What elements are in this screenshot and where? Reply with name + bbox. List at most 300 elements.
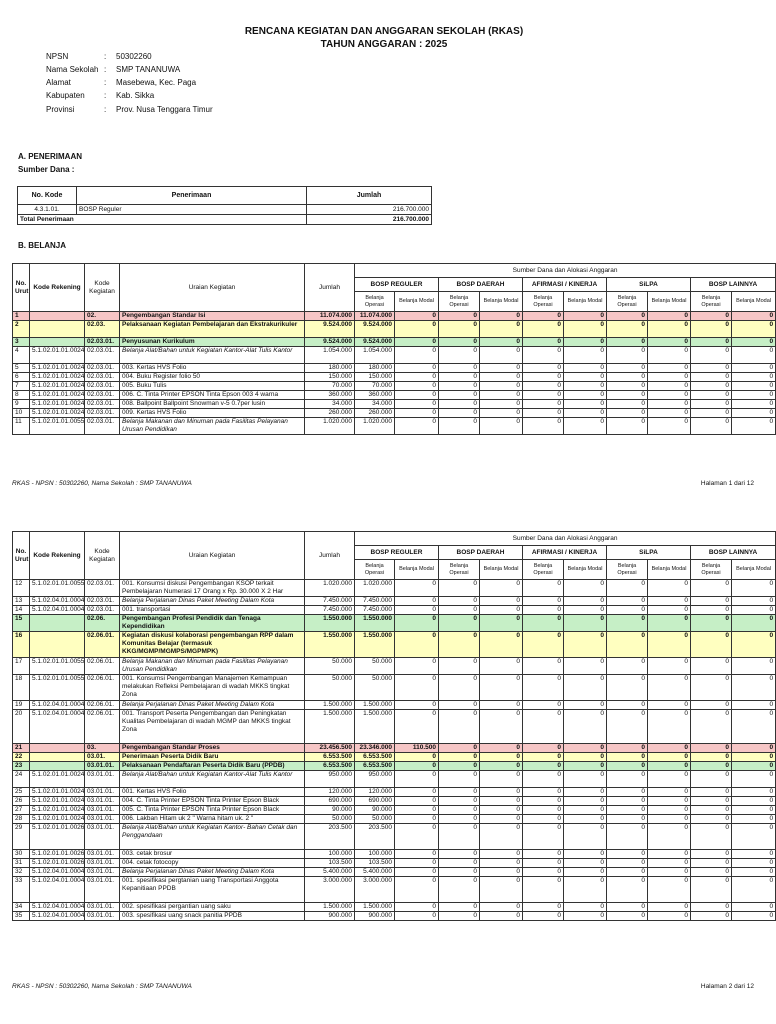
cell-zero: 0 [607, 632, 648, 658]
cell-zero: 0 [480, 771, 523, 788]
cell-kode-kegiatan: 02.03.01. [85, 409, 120, 418]
cell-zero: 0 [648, 658, 691, 675]
cell-zero: 0 [523, 597, 564, 606]
cell-jumlah: 6.553.500 [305, 762, 355, 771]
cell-kode-rekening: 5.1.02.01.01.0024 [30, 400, 85, 409]
cell-bosp-reguler-operasi: 120.000 [355, 788, 395, 797]
table-row [13, 382, 776, 391]
cell-zero: 0 [732, 859, 776, 868]
cell-zero: 0 [564, 364, 607, 373]
cell-zero: 0 [480, 710, 523, 744]
cell-zero: 0 [564, 877, 607, 903]
cell-bosp-reguler-operasi: 50.000 [355, 815, 395, 824]
cell-zero: 0 [523, 658, 564, 675]
table-row [13, 771, 776, 788]
cell-zero: 0 [691, 373, 732, 382]
cell-jumlah: 50.000 [305, 658, 355, 675]
cell-bosp-reguler-operasi: 203.500 [355, 824, 395, 850]
cell-bosp-reguler-modal: 0 [395, 771, 439, 788]
cell-bosp-reguler-operasi: 1.550.000 [355, 632, 395, 658]
cell-zero: 0 [648, 347, 691, 364]
penerimaan-col-name: Penerimaan [77, 187, 307, 205]
cell-zero: 0 [523, 815, 564, 824]
cell-zero: 0 [439, 797, 480, 806]
cell-kode-rekening: 5.1.02.01.01.0024 [30, 815, 85, 824]
cell-zero: 0 [564, 762, 607, 771]
table-row [13, 824, 776, 850]
cell-zero: 0 [691, 632, 732, 658]
col-kode-kegiatan: Kode Kegiatan [85, 532, 120, 580]
cell-zero: 0 [439, 710, 480, 744]
cell-zero: 0 [607, 877, 648, 903]
col-sumber-dana: Sumber Dana dan Alokasi Anggaran [355, 532, 776, 546]
cell-bosp-reguler-modal: 0 [395, 409, 439, 418]
cell-zero: 0 [439, 868, 480, 877]
cell-zero: 0 [439, 815, 480, 824]
cell-bosp-reguler-operasi: 103.500 [355, 859, 395, 868]
cell-zero: 0 [523, 373, 564, 382]
group-bosp-lainnya: BOSP LAINNYA [691, 278, 776, 292]
cell-kode-rekening: 5.1.02.04.01.0004 [30, 701, 85, 710]
cell-zero: 0 [607, 580, 648, 597]
col-no-urut: No. Urut [13, 264, 30, 312]
cell-zero: 0 [564, 658, 607, 675]
cell-zero: 0 [691, 615, 732, 632]
cell-zero: 0 [607, 824, 648, 850]
cell-bosp-reguler-modal: 0 [395, 615, 439, 632]
cell-zero: 0 [480, 418, 523, 435]
cell-kode-kegiatan: 02.03.01. [85, 418, 120, 435]
subcol-belanja-operasi: Belanja Operasi [523, 292, 564, 312]
cell-no: 12 [13, 580, 30, 597]
cell-zero: 0 [480, 632, 523, 658]
cell-uraian: Penerimaan Peserta Didik Baru [120, 753, 305, 762]
cell-zero: 0 [691, 903, 732, 912]
cell-no: 19 [13, 701, 30, 710]
cell-zero: 0 [480, 400, 523, 409]
footer-left-page-2: RKAS - NPSN : 50302260, Nama Sekolah : SMP TANANUWA [12, 983, 192, 990]
cell-kode-kegiatan: 03.01.01. [85, 771, 120, 788]
cell-zero: 0 [648, 632, 691, 658]
cell-zero: 0 [439, 580, 480, 597]
cell-zero: 0 [607, 903, 648, 912]
cell-zero: 0 [648, 912, 691, 921]
cell-zero: 0 [732, 606, 776, 615]
subcol-belanja-modal: Belanja Modal [564, 292, 607, 312]
cell-bosp-reguler-operasi: 260.000 [355, 409, 395, 418]
cell-zero: 0 [523, 771, 564, 788]
cell-no: 34 [13, 903, 30, 912]
cell-zero: 0 [480, 373, 523, 382]
cell-bosp-reguler-operasi: 34.000 [355, 400, 395, 409]
cell-no: 18 [13, 675, 30, 701]
cell-jumlah: 260.000 [305, 409, 355, 418]
cell-jumlah: 1.020.000 [305, 418, 355, 435]
cell-zero: 0 [564, 701, 607, 710]
cell-bosp-reguler-modal: 0 [395, 312, 439, 321]
cell-kode-kegiatan: 03.01.01. [85, 806, 120, 815]
table-row [13, 806, 776, 815]
cell-no: 24 [13, 771, 30, 788]
cell-bosp-reguler-modal: 0 [395, 710, 439, 744]
subcol-belanja-modal: Belanja Modal [648, 560, 691, 580]
cell-zero: 0 [607, 788, 648, 797]
cell-no: 2 [13, 321, 30, 338]
cell-uraian: 005. C. Tinta Printer EPSON Tinta Printer Epson Black [120, 806, 305, 815]
cell-zero: 0 [480, 912, 523, 921]
belanja-table-page-2 [12, 531, 776, 921]
cell-zero: 0 [732, 762, 776, 771]
cell-uraian: 001. spesifikasi pergtanian uang Transportasi Anggota Kepanitiaan PPDB [120, 877, 305, 903]
cell-zero: 0 [607, 615, 648, 632]
cell-zero: 0 [648, 400, 691, 409]
cell-zero: 0 [648, 418, 691, 435]
cell-zero: 0 [439, 632, 480, 658]
cell-uraian: Pengembangan Profesi Pendidik dan Tenaga Kependidikan [120, 615, 305, 632]
cell-zero: 0 [691, 912, 732, 921]
cell-kode-kegiatan: 03.01.01. [85, 815, 120, 824]
cell-zero: 0 [732, 632, 776, 658]
cell-uraian: Belanja Perjalanan Dinas Paket Meeting Dalam Kota [120, 701, 305, 710]
cell-jumlah: 150.000 [305, 373, 355, 382]
cell-zero: 0 [732, 382, 776, 391]
cell-zero: 0 [480, 859, 523, 868]
cell-zero: 0 [732, 877, 776, 903]
cell-bosp-reguler-modal: 0 [395, 580, 439, 597]
cell-zero: 0 [439, 418, 480, 435]
cell-zero: 0 [480, 753, 523, 762]
cell-kode-rekening [30, 338, 85, 347]
cell-zero: 0 [439, 364, 480, 373]
belanja-table-page-1 [12, 263, 776, 435]
cell-zero: 0 [564, 912, 607, 921]
cell-no: 30 [13, 850, 30, 859]
cell-kode-rekening: 5.1.02.01.01.0055 [30, 658, 85, 675]
cell-zero: 0 [439, 347, 480, 364]
cell-zero: 0 [480, 762, 523, 771]
cell-bosp-reguler-modal: 0 [395, 418, 439, 435]
cell-bosp-reguler-operasi: 70.000 [355, 382, 395, 391]
cell-kode-kegiatan: 02.06.01. [85, 710, 120, 744]
cell-zero: 0 [480, 338, 523, 347]
cell-kode-kegiatan: 02.03.01. [85, 364, 120, 373]
cell-zero: 0 [564, 824, 607, 850]
cell-zero: 0 [480, 409, 523, 418]
cell-zero: 0 [523, 868, 564, 877]
total-penerimaan-label: Total Penerimaan [18, 215, 307, 225]
cell-zero: 0 [439, 859, 480, 868]
cell-kode-rekening: 5.1.02.01.01.0024 [30, 382, 85, 391]
cell-zero: 0 [439, 382, 480, 391]
cell-no: 10 [13, 409, 30, 418]
cell-bosp-reguler-modal: 0 [395, 391, 439, 400]
cell-jumlah: 9.524.000 [305, 321, 355, 338]
cell-jumlah: 1.550.000 [305, 615, 355, 632]
footer-left-page-1: RKAS - NPSN : 50302260, Nama Sekolah : SMP TANANUWA [12, 480, 192, 487]
cell-bosp-reguler-operasi: 1.550.000 [355, 615, 395, 632]
cell-jumlah: 9.524.000 [305, 338, 355, 347]
cell-zero: 0 [607, 701, 648, 710]
subcol-belanja-modal: Belanja Modal [480, 292, 523, 312]
cell-no: 11 [13, 418, 30, 435]
cell-zero: 0 [564, 338, 607, 347]
group-bosp-lainnya: BOSP LAINNYA [691, 546, 776, 560]
cell-zero: 0 [607, 409, 648, 418]
cell-zero: 0 [691, 658, 732, 675]
cell-zero: 0 [732, 321, 776, 338]
cell-zero: 0 [523, 675, 564, 701]
info-kabupaten: Kabupaten : Kab. Sikka [46, 91, 155, 100]
cell-zero: 0 [480, 580, 523, 597]
cell-zero: 0 [648, 859, 691, 868]
cell-zero: 0 [523, 321, 564, 338]
cell-zero: 0 [607, 658, 648, 675]
cell-kode-rekening: 5.1.02.01.01.0055 [30, 580, 85, 597]
cell-no: 35 [13, 912, 30, 921]
cell-zero: 0 [691, 321, 732, 338]
cell-uraian: 001. Transport Peserta Pengembangan dan Peningkatan Kualitas Pembelajaran di wadah MGMP dan MKKS tingkat Zona [120, 710, 305, 744]
cell-zero: 0 [607, 753, 648, 762]
cell-zero: 0 [732, 675, 776, 701]
cell-zero: 0 [607, 373, 648, 382]
col-uraian: Uraian Kegiatan [120, 264, 305, 312]
col-jumlah: Jumlah [305, 532, 355, 580]
cell-jumlah: 1.500.000 [305, 903, 355, 912]
cell-zero: 0 [523, 806, 564, 815]
cell-zero: 0 [607, 364, 648, 373]
group-afirmasi: AFIRMASI / KINERJA [523, 278, 607, 292]
cell-zero: 0 [480, 806, 523, 815]
cell-zero: 0 [564, 606, 607, 615]
cell-bosp-reguler-modal: 0 [395, 321, 439, 338]
cell-zero: 0 [523, 347, 564, 364]
cell-kode-rekening [30, 762, 85, 771]
cell-zero: 0 [439, 606, 480, 615]
cell-uraian: Penyusunan Kurikulum [120, 338, 305, 347]
cell-zero: 0 [691, 675, 732, 701]
cell-zero: 0 [607, 806, 648, 815]
cell-kode-kegiatan: 03.01.01. [85, 877, 120, 903]
cell-kode-kegiatan: 03.01.01. [85, 788, 120, 797]
info-nama-sekolah: Nama Sekolah : SMP TANANUWA [46, 65, 181, 74]
cell-no: 1 [13, 312, 30, 321]
subcol-belanja-operasi: Belanja Operasi [607, 292, 648, 312]
table-row [13, 338, 776, 347]
cell-zero: 0 [439, 903, 480, 912]
group-bosp-daerah: BOSP DAERAH [439, 278, 523, 292]
table-row [13, 312, 776, 321]
cell-no: 23 [13, 762, 30, 771]
cell-bosp-reguler-operasi: 360.000 [355, 391, 395, 400]
cell-zero: 0 [439, 806, 480, 815]
cell-jumlah: 103.500 [305, 859, 355, 868]
cell-uraian: 003. Kertas HVS Folio [120, 364, 305, 373]
cell-zero: 0 [523, 391, 564, 400]
cell-zero: 0 [691, 710, 732, 744]
cell-zero: 0 [691, 597, 732, 606]
cell-zero: 0 [732, 868, 776, 877]
cell-kode-rekening: 5.1.02.01.01.0024 [30, 391, 85, 400]
cell-zero: 0 [564, 615, 607, 632]
cell-zero: 0 [480, 701, 523, 710]
cell-jumlah: 1.550.000 [305, 632, 355, 658]
cell-zero: 0 [648, 580, 691, 597]
cell-bosp-reguler-modal: 0 [395, 606, 439, 615]
cell-kode-kegiatan: 02.03. [85, 321, 120, 338]
cell-zero: 0 [564, 347, 607, 364]
cell-kode-rekening: 5.1.02.01.01.0024 [30, 788, 85, 797]
cell-zero: 0 [439, 762, 480, 771]
cell-no: 6 [13, 373, 30, 382]
cell-no: 27 [13, 806, 30, 815]
table-row [13, 868, 776, 877]
cell-zero: 0 [648, 597, 691, 606]
cell-zero: 0 [732, 338, 776, 347]
cell-zero: 0 [564, 788, 607, 797]
cell-zero: 0 [648, 701, 691, 710]
cell-zero: 0 [480, 658, 523, 675]
table-row [13, 701, 776, 710]
cell-zero: 0 [480, 364, 523, 373]
cell-uraian: 003. cetak brosur [120, 850, 305, 859]
cell-zero: 0 [607, 771, 648, 788]
cell-zero: 0 [564, 744, 607, 753]
cell-zero: 0 [480, 675, 523, 701]
cell-zero: 0 [607, 347, 648, 364]
cell-zero: 0 [480, 312, 523, 321]
cell-kode-rekening: 5.1.02.01.01.0024 [30, 771, 85, 788]
cell-jumlah: 203.500 [305, 824, 355, 850]
cell-jumlah: 23.456.500 [305, 744, 355, 753]
cell-zero: 0 [648, 615, 691, 632]
cell-zero: 0 [607, 312, 648, 321]
cell-zero: 0 [691, 606, 732, 615]
cell-kode-rekening: 5.1.02.01.01.0024 [30, 347, 85, 364]
cell-uraian: Pengembangan Standar Isi [120, 312, 305, 321]
group-bosp-reguler: BOSP REGULER [355, 278, 439, 292]
cell-no: 22 [13, 753, 30, 762]
penerimaan-col-kode: No. Kode [18, 187, 77, 205]
cell-zero: 0 [439, 744, 480, 753]
cell-bosp-reguler-modal: 0 [395, 373, 439, 382]
table-row [13, 597, 776, 606]
cell-jumlah: 900.000 [305, 912, 355, 921]
report-title: RENCANA KEGIATAN DAN ANGGARAN SEKOLAH (RKAS) [244, 26, 524, 37]
cell-kode-kegiatan: 02.03.01. [85, 606, 120, 615]
cell-kode-rekening: 5.1.02.01.01.0026 [30, 850, 85, 859]
cell-zero: 0 [607, 797, 648, 806]
cell-zero: 0 [480, 850, 523, 859]
cell-bosp-reguler-operasi: 6.553.500 [355, 762, 395, 771]
cell-zero: 0 [691, 347, 732, 364]
cell-zero: 0 [564, 391, 607, 400]
cell-uraian: 005. Buku Tulis [120, 382, 305, 391]
cell-uraian: Pelaksanaan Kegiatan Pembelajaran dan Ekstrakurikuler [120, 321, 305, 338]
cell-zero: 0 [648, 382, 691, 391]
cell-zero: 0 [523, 788, 564, 797]
cell-bosp-reguler-operasi: 1.500.000 [355, 710, 395, 744]
cell-zero: 0 [523, 877, 564, 903]
cell-bosp-reguler-modal: 0 [395, 675, 439, 701]
cell-kode-rekening [30, 632, 85, 658]
col-kode-rekening: Kode Rekening [30, 264, 85, 312]
group-silpa: SiLPA [607, 278, 691, 292]
cell-zero: 0 [648, 806, 691, 815]
cell-zero: 0 [523, 903, 564, 912]
cell-zero: 0 [607, 859, 648, 868]
cell-zero: 0 [439, 400, 480, 409]
cell-bosp-reguler-modal: 0 [395, 347, 439, 364]
cell-bosp-reguler-modal: 0 [395, 364, 439, 373]
cell-zero: 0 [732, 391, 776, 400]
cell-kode-rekening: 5.1.02.01.01.0024 [30, 797, 85, 806]
cell-bosp-reguler-operasi: 1.054.000 [355, 347, 395, 364]
cell-no: 14 [13, 606, 30, 615]
penerimaan-row-jumlah: 216.700.000 [307, 205, 432, 215]
cell-zero: 0 [523, 850, 564, 859]
cell-zero: 0 [732, 806, 776, 815]
cell-bosp-reguler-modal: 0 [395, 658, 439, 675]
cell-jumlah: 1.054.000 [305, 347, 355, 364]
cell-zero: 0 [523, 912, 564, 921]
cell-zero: 0 [480, 868, 523, 877]
cell-uraian: 001. Kertas HVS Folio [120, 788, 305, 797]
cell-zero: 0 [648, 312, 691, 321]
cell-zero: 0 [648, 321, 691, 338]
table-row [13, 391, 776, 400]
cell-jumlah: 690.000 [305, 797, 355, 806]
cell-bosp-reguler-operasi: 23.346.000 [355, 744, 395, 753]
cell-zero: 0 [691, 338, 732, 347]
cell-uraian: 001. Konsumsi Pengembangan Manajemen Kemampuan melakukan Refleksi Pembelajaran di wadah MKKS tingkat Zona [120, 675, 305, 701]
cell-bosp-reguler-modal: 0 [395, 859, 439, 868]
cell-zero: 0 [732, 597, 776, 606]
cell-zero: 0 [564, 815, 607, 824]
cell-bosp-reguler-modal: 0 [395, 632, 439, 658]
col-kode-rekening: Kode Rekening [30, 532, 85, 580]
cell-bosp-reguler-operasi: 690.000 [355, 797, 395, 806]
cell-kode-kegiatan: 02.06.01. [85, 632, 120, 658]
cell-zero: 0 [564, 859, 607, 868]
cell-kode-kegiatan: 03.01.01. [85, 868, 120, 877]
table-row [13, 762, 776, 771]
cell-zero: 0 [439, 597, 480, 606]
cell-no: 31 [13, 859, 30, 868]
cell-zero: 0 [732, 409, 776, 418]
cell-zero: 0 [523, 797, 564, 806]
cell-zero: 0 [691, 850, 732, 859]
cell-zero: 0 [480, 788, 523, 797]
cell-uraian: 006. C. Tinta Printer EPSON Tinta Epson 003 4 warna [120, 391, 305, 400]
subcol-belanja-operasi: Belanja Operasi [439, 292, 480, 312]
cell-zero: 0 [691, 797, 732, 806]
cell-zero: 0 [607, 710, 648, 744]
cell-uraian: Belanja Makanan dan Minuman pada Fasilitas Pelayanan Urusan Pendidikan [120, 658, 305, 675]
group-bosp-daerah: BOSP DAERAH [439, 546, 523, 560]
cell-bosp-reguler-operasi: 50.000 [355, 675, 395, 701]
col-sumber-dana: Sumber Dana dan Alokasi Anggaran [355, 264, 776, 278]
cell-zero: 0 [439, 701, 480, 710]
cell-kode-rekening: 5.1.02.04.01.0004 [30, 868, 85, 877]
cell-zero: 0 [523, 615, 564, 632]
cell-uraian: Kegiatan diskusi kolaborasi pengembangan RPP dalam Komunitas Belajar (termasuk KKG/MGMP/MGMPS/MGPMPK) [120, 632, 305, 658]
cell-bosp-reguler-modal: 0 [395, 797, 439, 806]
cell-zero: 0 [607, 418, 648, 435]
cell-kode-kegiatan: 02.03.01. [85, 347, 120, 364]
cell-jumlah: 1.500.000 [305, 701, 355, 710]
cell-bosp-reguler-operasi: 1.020.000 [355, 580, 395, 597]
cell-zero: 0 [439, 373, 480, 382]
